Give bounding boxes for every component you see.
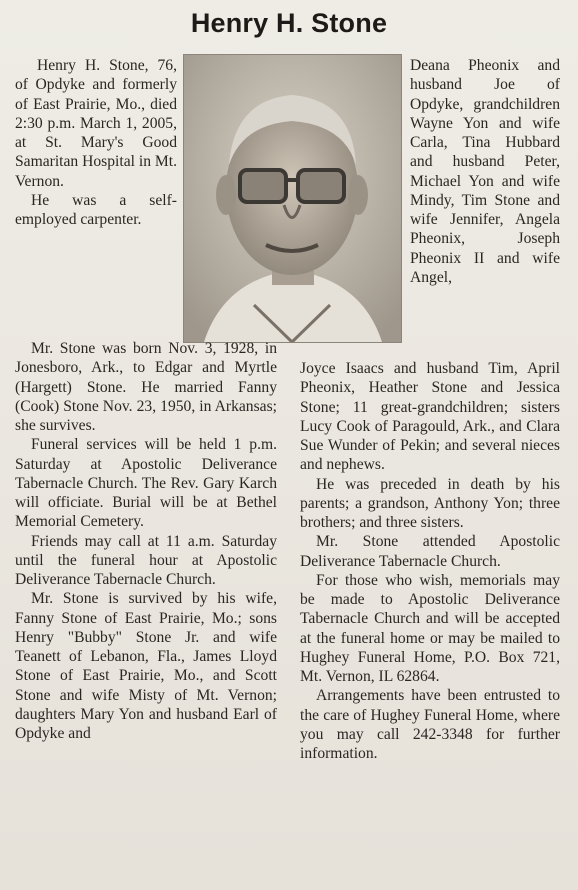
grandchildren-paragraph: Joyce Isaacs and husband Tim, April Pheonix, Heather Stone and Jessica Stone; 11 great-grandchildren; sisters Lucy Cook of Paragould, Ark., and Clara Sue Wunder of Pekin; and several nieces and nephews.	[300, 360, 560, 474]
church-paragraph: Mr. Stone attended Apostolic Deliverance Tabernacle Church.	[300, 533, 560, 570]
survivors-continued: Deana Pheonix and husband Joe of Opdyke, grandchildren Wayne Yon and wife Carla, Tina Hubbard and husband Peter, Michael Yon and wife Mindy, Tim Stone and wife Jennifer, Angela Pheonix, Joseph Pheonix II and wife Angel,	[410, 57, 560, 286]
funeral-paragraph: Funeral services will be held 1 p.m. Saturday at Apostolic Deliverance Tabernacle Church. The Rev. Gary Karch will officiate. Burial will be at Bethel Memorial Cemetery.	[15, 436, 277, 531]
portrait-photo	[183, 54, 402, 343]
right-column-lower	[300, 359, 560, 763]
survivors-paragraph: Mr. Stone is survived by his wife, Fanny Stone of East Prairie, Mo.; sons Henry "Bubby" Stone Jr. and wife Teanett of Lebanon, Fla., James Lloyd Stone of East Prairie, Mo., and Scott Stone and wife Misty of Mt. Vernon; daughters Mary Yon and husband Earl of Opdyke and	[15, 590, 277, 742]
left-column-top	[15, 56, 177, 229]
headline: Henry H. Stone	[190, 8, 388, 38]
arrangements-paragraph: Arrangements have been entrusted to the care of Hughey Funeral Home, where you may call 242-3348 for further information.	[300, 687, 560, 762]
memorials-paragraph: For those who wish, memorials may be made to Apostolic Deliverance Tabernacle Church and will be accepted at the funeral home or may be mailed to Hughey Funeral Home, P.O. Box 721, Mt. Vernon, IL 62864.	[300, 571, 560, 685]
opening-paragraph: Henry H. Stone, 76, of Opdyke and formerly of East Prairie, Mo., died 2:30 p.m. March 1, 2005, at St. Mary's Good Samaritan Hospital in Mt. Vernon.	[15, 57, 177, 190]
birth-marriage-paragraph: Mr. Stone was born Nov. 3, 1928, in Jonesboro, Ark., to Edgar and Myrtle (Hargett) Stone. He married Fanny (Cook) Stone Nov. 23, 1950, in Arkansas; she survives.	[15, 340, 277, 434]
occupation-paragraph: He was a self-employed carpenter.	[15, 191, 177, 228]
left-column-lower	[15, 339, 277, 743]
visitation-paragraph: Friends may call at 11 a.m. Saturday until the funeral hour at Apostolic Deliverance Tabernacle Church.	[15, 532, 277, 588]
right-column-top	[410, 56, 560, 287]
portrait-photo-icon	[184, 55, 401, 342]
preceded-paragraph: He was preceded in death by his parents; a grandson, Anthony Yon; three brothers; and three sisters.	[300, 475, 560, 531]
